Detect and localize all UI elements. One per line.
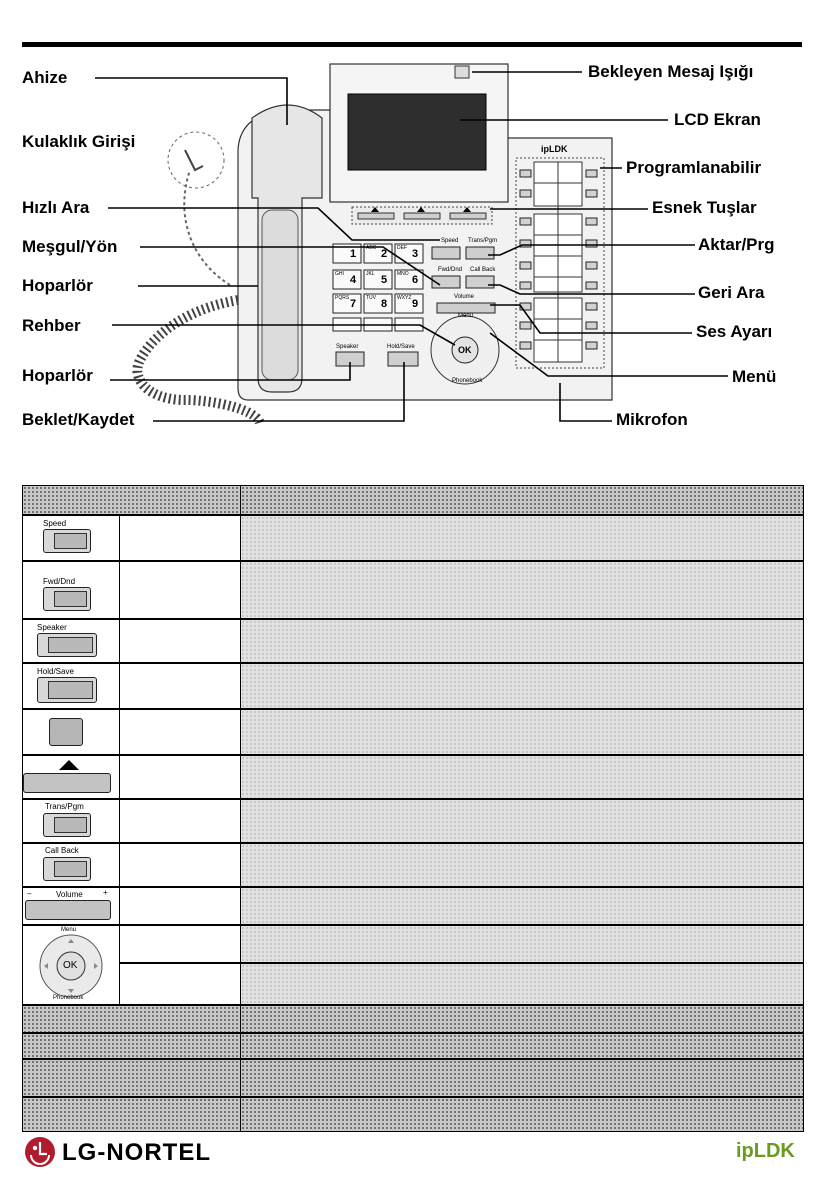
label-geri-ara: Geri Ara — [698, 283, 765, 302]
label-programlanabilir: Programlanabilir — [626, 158, 762, 177]
label-hoparlor-1: Hoparlör — [22, 276, 93, 295]
label-mikrofon: Mikrofon — [616, 410, 688, 429]
message-light — [455, 66, 469, 78]
desc-cell — [241, 800, 803, 842]
bottom-row-key — [23, 1060, 240, 1096]
label-mesgul: Meşgul/Yön — [22, 237, 118, 256]
speed-key-label: Speed — [441, 238, 459, 244]
dial-key-6: 6 — [412, 274, 419, 286]
desc-cell — [241, 710, 803, 754]
desc-cell — [241, 844, 803, 886]
speaker-key-label: Speaker — [336, 344, 359, 350]
label-rehber: Rehber — [22, 316, 81, 335]
dial-key-letters: DEF — [397, 245, 407, 251]
bottom-row-key — [23, 1006, 240, 1032]
desc-cell — [241, 926, 803, 962]
desc-cell — [241, 562, 803, 618]
label-ahize: Ahize — [22, 68, 68, 87]
dial-key-8: 8 — [381, 298, 388, 310]
dial-key-5: 5 — [381, 274, 388, 286]
header-col-desc — [241, 486, 803, 514]
desc-cell — [241, 664, 803, 708]
dial-key-9: 9 — [412, 298, 419, 310]
dial-key-letters: TUV — [366, 295, 376, 301]
dialpad — [333, 244, 423, 331]
header-col-key — [23, 486, 240, 514]
bottom-row-desc — [241, 1098, 803, 1131]
menu-key-label: Menu — [458, 313, 474, 319]
label-kulaklik: Kulaklık Girişi — [22, 132, 136, 151]
brand-on-phone: ipLDK — [541, 144, 568, 154]
callback-key-label: Call Back — [470, 267, 496, 273]
label-mesaj-isigi: Bekleyen Mesaj Işığı — [588, 62, 754, 81]
label-ses: Ses Ayarı — [696, 322, 773, 341]
dial-key-1: 1 — [350, 248, 357, 260]
dial-key-4: 4 — [350, 274, 357, 286]
label-beklet: Beklet/Kaydet — [22, 410, 135, 429]
phonebook-key-label: Phonebook — [452, 378, 483, 384]
dial-key-3: 3 — [412, 248, 419, 260]
bottom-row-desc — [241, 1006, 803, 1032]
desc-cell — [241, 964, 803, 1004]
desc-cell — [241, 620, 803, 662]
label-esnek: Esnek Tuşlar — [652, 198, 757, 217]
dial-key-letters: WXYZ — [397, 295, 412, 301]
lcd-screen — [348, 94, 486, 170]
dial-key-letters: ABC — [366, 245, 377, 251]
label-lcd: LCD Ekran — [674, 110, 761, 129]
label-aktar: Aktar/Prg — [698, 235, 775, 254]
ok-key-label: OK — [458, 345, 472, 355]
ipldk-logo: ipLDK — [736, 1140, 795, 1162]
bottom-row-key — [23, 1034, 240, 1058]
trans-key-label: Trans/Pgm — [468, 238, 498, 244]
dial-key-7: 7 — [350, 298, 357, 310]
bottom-row-desc — [241, 1034, 803, 1058]
label-hoparlor-2: Hoparlör — [22, 366, 93, 385]
bottom-row-key — [23, 1098, 240, 1131]
label-hizli-ara: Hızlı Ara — [22, 198, 90, 217]
fwd-key-label: Fwd/Dnd — [438, 267, 463, 273]
desc-cell — [241, 756, 803, 798]
dial-key-letters: MNO — [397, 271, 409, 277]
dial-key-2: 2 — [381, 248, 388, 260]
dial-key-letters: GHI — [335, 271, 344, 277]
desc-cell — [241, 516, 803, 560]
bottom-row-desc — [241, 1060, 803, 1096]
dial-key-letters: PQRS — [335, 295, 350, 301]
key-table: Speed Fwd/Dnd Speaker Hold/Save Trans/Pgm Call Back – Volume + Menu OK Phonebook — [22, 485, 804, 1132]
dial-key-letters: JKL — [366, 271, 375, 277]
volume-key-label: Volume — [454, 294, 475, 300]
hold-key-label: Hold/Save — [387, 344, 415, 350]
desc-cell — [241, 888, 803, 924]
label-menu: Menü — [732, 367, 777, 386]
